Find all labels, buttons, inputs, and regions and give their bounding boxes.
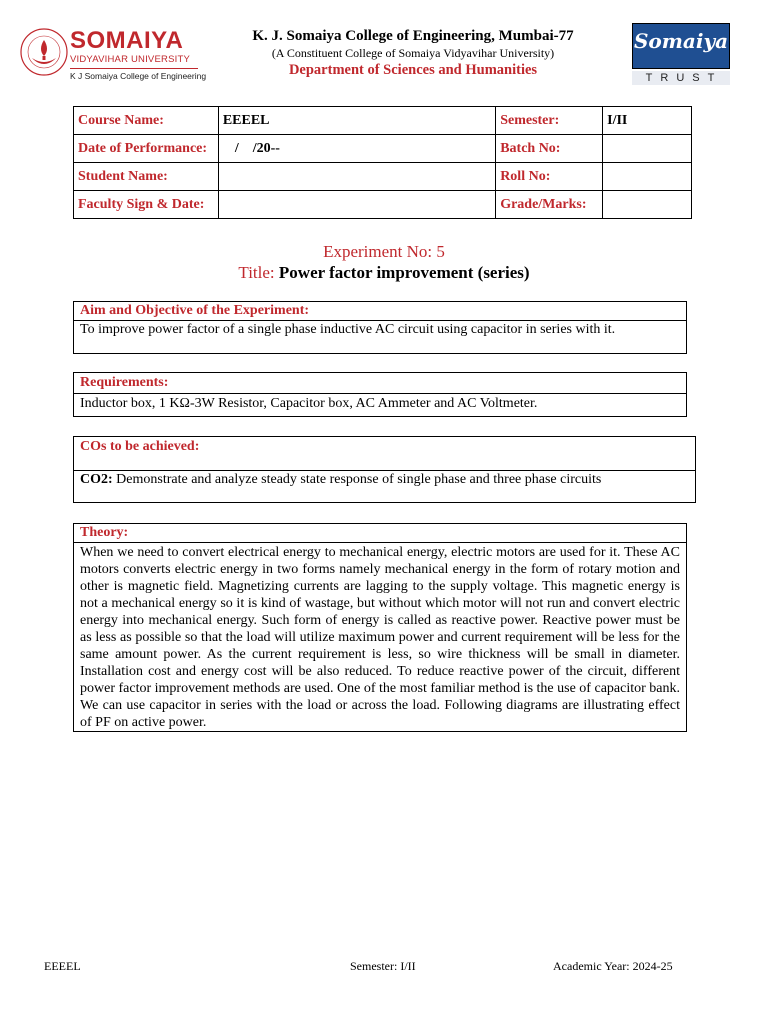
title-label: Title: <box>238 263 275 282</box>
grade-marks-label: Grade/Marks: <box>496 191 603 219</box>
experiment-number: Experiment No: 5 <box>323 242 445 261</box>
footer-academic-year: Academic Year: 2024-25 <box>553 959 673 973</box>
faculty-sign-label: Faculty Sign & Date: <box>74 191 219 219</box>
student-info-table <box>73 106 692 219</box>
aim-text: To improve power factor of a single phase inductive AC circuit using capacitor in series with it. <box>80 322 616 337</box>
table-row <box>74 107 692 135</box>
somaiya-trust-logo <box>632 23 730 85</box>
cos-heading: COs to be achieved: <box>74 437 695 471</box>
document-header <box>230 28 596 79</box>
cos-section <box>73 436 696 503</box>
roll-no-label: Roll No: <box>496 163 603 191</box>
title-value: Power factor improvement (series) <box>278 263 530 282</box>
co2-label: CO2: <box>80 472 113 487</box>
requirements-text: Inductor box, 1 KΩ-3W Resistor, Capacitor box, AC Ammeter and AC Voltmeter. <box>80 396 538 411</box>
student-name-value[interactable] <box>218 163 495 191</box>
experiment-title <box>0 263 768 283</box>
batch-no-label: Batch No: <box>496 135 603 163</box>
grade-marks-value[interactable] <box>603 191 692 219</box>
semester-label: Semester: <box>496 107 603 135</box>
department-name: Department of Sciences and Humanities <box>288 62 538 78</box>
university-name: VIDYAVIHAR UNIVERSITY <box>70 54 190 65</box>
roll-no-value[interactable] <box>603 163 692 191</box>
date-of-performance-label: Date of Performance: <box>74 135 219 163</box>
aim-section <box>73 301 687 354</box>
course-name-label: Course Name: <box>74 107 219 135</box>
co2-item <box>74 471 695 488</box>
requirements-section <box>73 372 687 417</box>
co2-text: Demonstrate and analyze steady state response of single phase and three phase circuits <box>116 472 602 487</box>
course-name-value[interactable]: EEEEL <box>218 107 495 135</box>
requirements-heading: Requirements: <box>74 373 686 394</box>
college-name: K. J. Somaiya College of Engineering, Mumbai-77 <box>252 28 574 44</box>
logo-divider <box>70 68 198 69</box>
batch-no-value[interactable] <box>603 135 692 163</box>
theory-text: When we need to convert electrical energy to mechanical energy, electric motors are used for it. These AC motors converts electric energy in two forms namely mechanical energy in the form of rotary motion and other is magnetic field. Magnetizing currents are lagging to the supply voltage. This magnetic energy is not a mechanical energy so it is kind of wastage, but without which motor will not run and convert electric energy into mechanical energy. Such form of energy is called as reactive power. Reactive power must be as less as possible so that the load will utilize maximum power and current requirement will be less for the same amount power. As the current requirement is less, so wire thickness will be small in diameter. Installation cost and energy cost will be also reduced. To reduce reactive power of the circuit, different power factor improvement methods are used. One of the most familiar method is the use of capacitor bank. We can use capacitor in series with the load or across the load. Following diagrams are illustrating effect of PF on active power. <box>80 545 680 730</box>
college-logo-text: K J Somaiya College of Engineering <box>70 71 207 81</box>
table-row <box>74 135 692 163</box>
constituent-note: (A Constituent College of Somaiya Vidyavihar University) <box>271 46 555 60</box>
somaiya-university-logo <box>18 26 214 84</box>
faculty-sign-value[interactable] <box>218 191 495 219</box>
semester-value[interactable]: I/II <box>603 107 692 135</box>
theory-heading: Theory: <box>74 524 686 543</box>
footer-semester: Semester: I/II <box>350 959 416 973</box>
table-row <box>74 163 692 191</box>
footer-course: EEEEL <box>44 959 81 973</box>
trust-script-text: Somaiya <box>633 29 729 53</box>
table-row <box>74 191 692 219</box>
date-of-performance-value[interactable]: / /20-- <box>218 135 495 163</box>
trust-word: TRUST <box>632 71 730 85</box>
university-seal-icon <box>18 26 70 78</box>
brand-name: SOMAIYA <box>70 27 184 54</box>
aim-heading: Aim and Objective of the Experiment: <box>74 302 686 321</box>
theory-section <box>73 523 687 732</box>
student-name-label: Student Name: <box>74 163 219 191</box>
